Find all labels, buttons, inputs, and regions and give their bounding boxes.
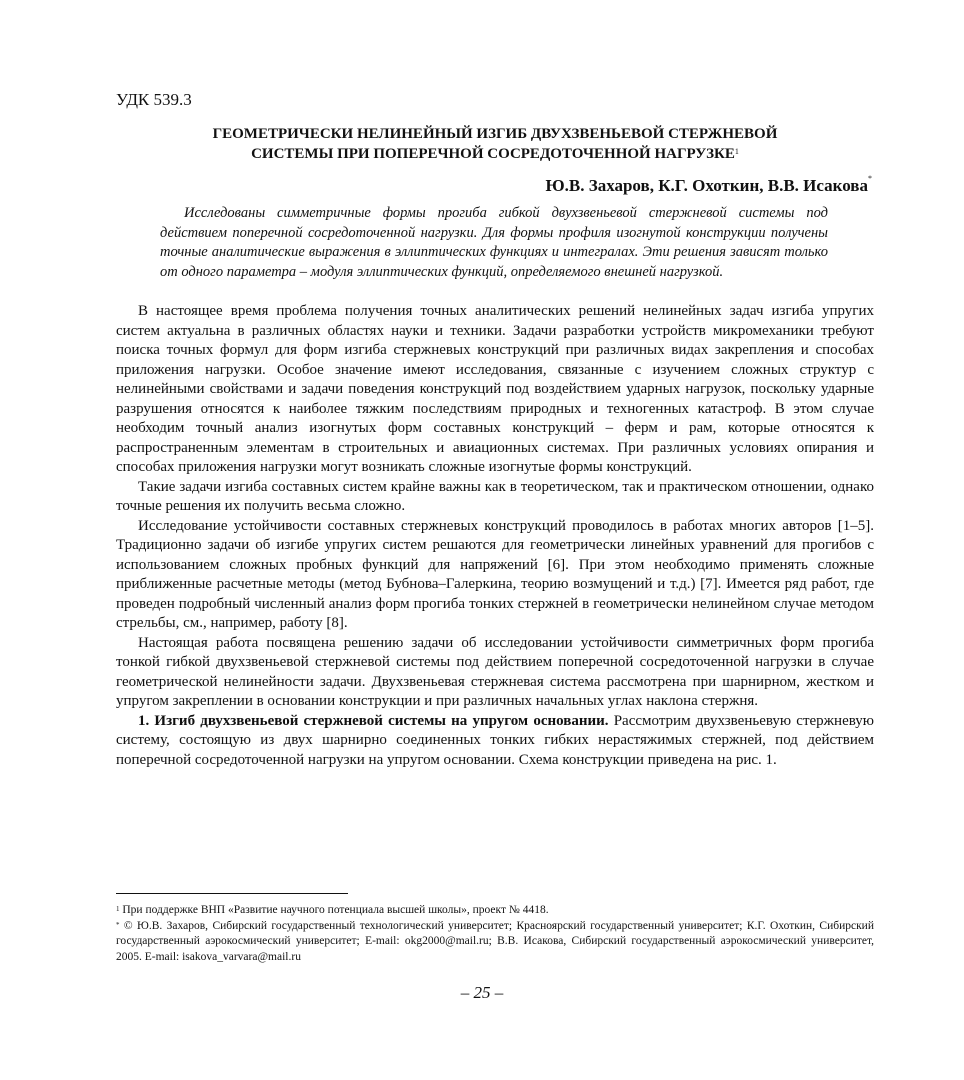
body-text <box>116 302 874 770</box>
authors <box>546 176 873 196</box>
section-heading: 1. Изгиб двухзвеньевой стержневой системы на упругом основании. <box>138 712 609 729</box>
paragraph-2: Такие задачи изгиба составных систем крайне важны как в теоретическом, так и практическом отношении, однако точные решения их получить весьма сложно. <box>116 478 874 514</box>
title-line-1: ГЕОМЕТРИЧЕСКИ НЕЛИНЕЙНЫЙ ИЗГИБ ДВУХЗВЕНЬЕВОЙ СТЕРЖНЕВОЙ <box>212 126 778 142</box>
footnote-2 <box>116 919 874 966</box>
page-number: – 25 – <box>460 983 504 1002</box>
title-line-2-text: СИСТЕМЫ ПРИ ПОПЕРЕЧНОЙ СОСРЕДОТОЧЕННОЙ НАГРУЗКЕ <box>251 146 735 162</box>
abstract <box>160 204 828 282</box>
footnote-2-mark: * <box>116 920 120 929</box>
paper-title <box>116 124 874 164</box>
title-footnote-mark: 1 <box>734 147 739 156</box>
footnote-divider <box>116 893 348 894</box>
footnote-1-text: При поддержке ВНП «Развитие научного потенциала высшей школы», проект № 4418. <box>119 904 549 916</box>
footnote-1-mark: 1 <box>116 905 120 913</box>
paragraph-4: Настоящая работа посвящена решению задачи об исследовании устойчивости симметричных форм прогиба тонкой гибкой двухзвеньевой стержневой системы под действием поперечной сосредоточенной нагрузки в случае геометрической нелинейности задачи. Двухзвеньевая стержневая система рассмотрена при шарнирном, жестком и упругом закреплении в основании конструкции и при различных начальных углах наклона стержня. <box>116 634 874 709</box>
author-names: Ю.В. Захаров, К.Г. Охоткин, В.В. Исакова <box>545 176 868 195</box>
abstract-text: Исследованы симметричные формы прогиба гибкой двухзвеньевой стержневой системы под действием поперечной сосредоточенной нагрузки. Для формы профиля изогнутой конструкции получены точные аналитические выражения в эллиптических функциях и интегралах. Эти решения зависят только от одного параметра – модуля эллиптических функций, определяемого внешней нагрузкой. <box>160 205 828 280</box>
paragraph-5-text: Рассмотрим двухзвеньевую стержневую систему, состоящую из двух шарнирно соединенных тонких гибких нерастяжимых стержней, под действием поперечной сосредоточенной нагрузки на упругом основании. Схема конструкции приведена на рис. 1. <box>116 712 875 768</box>
paragraph-3: Исследование устойчивости составных стержневых конструкций проводилось в работах многих авторов [1–5]. Традиционно задачи об изгибе упругих систем решаются для геометрически линейных уравнений для прогибов с использованием сложных пробных функций для напряжений [6]. При этом необходимо применять сложные приближенные расчетные методы (метод Бубнова–Галеркина, теорию возмущений и т.д.) [7]. Имеется ряд работ, где проведен подробный численный анализ форм прогиба тонких стержней в геометрически нелинейном случае методом стрельбы, см., например, работу [8]. <box>116 517 874 631</box>
footnotes <box>116 903 874 965</box>
footnote-1 <box>116 903 874 919</box>
footnote-2-text: © Ю.В. Захаров, Сибирский государственный технологический университет; Красноярский государственный университет; К.Г. Охоткин, Сибирский государственный аэрокосмический университет; E-mail: okg2000@mail.ru; В.В. Исакова, Сибирский государственный аэрокосмический университет, 2005. E-mail: isakova_varvara@mail.ru <box>116 919 874 963</box>
udk-code: УДК 539.3 <box>116 90 192 109</box>
paragraph-1: В настоящее время проблема получения точных аналитических решений нелинейных задач изгиба упругих систем актуальна в различных областях науки и техники. Задачи разработки устройств микромеханики требуют поиска точных формул для форм изгиба стержневых конструкций при различных видах закрепления и способах приложения нагрузки. Особое значение имеют исследования, связанные с изучением сложных структур с нелинейными свойствами и задачи поведения конструкций под воздействием ударных нагрузок, поскольку ударные разрушения относятся к наиболее тяжким последствиям природных и техногенных катастроф. В этом случае необходим точный анализ изогнутых форм составных конструкций – ферм и рам, которые относятся к распространенным элементам в строительных и авиационных системах. При различных условиях опирания и способах приложения нагрузки могут возникать сложные изогнутые формы конструкций. <box>116 303 874 475</box>
authors-footnote-mark: * <box>868 174 872 183</box>
title-line-2 <box>116 144 874 164</box>
paragraph-5 <box>116 712 874 771</box>
